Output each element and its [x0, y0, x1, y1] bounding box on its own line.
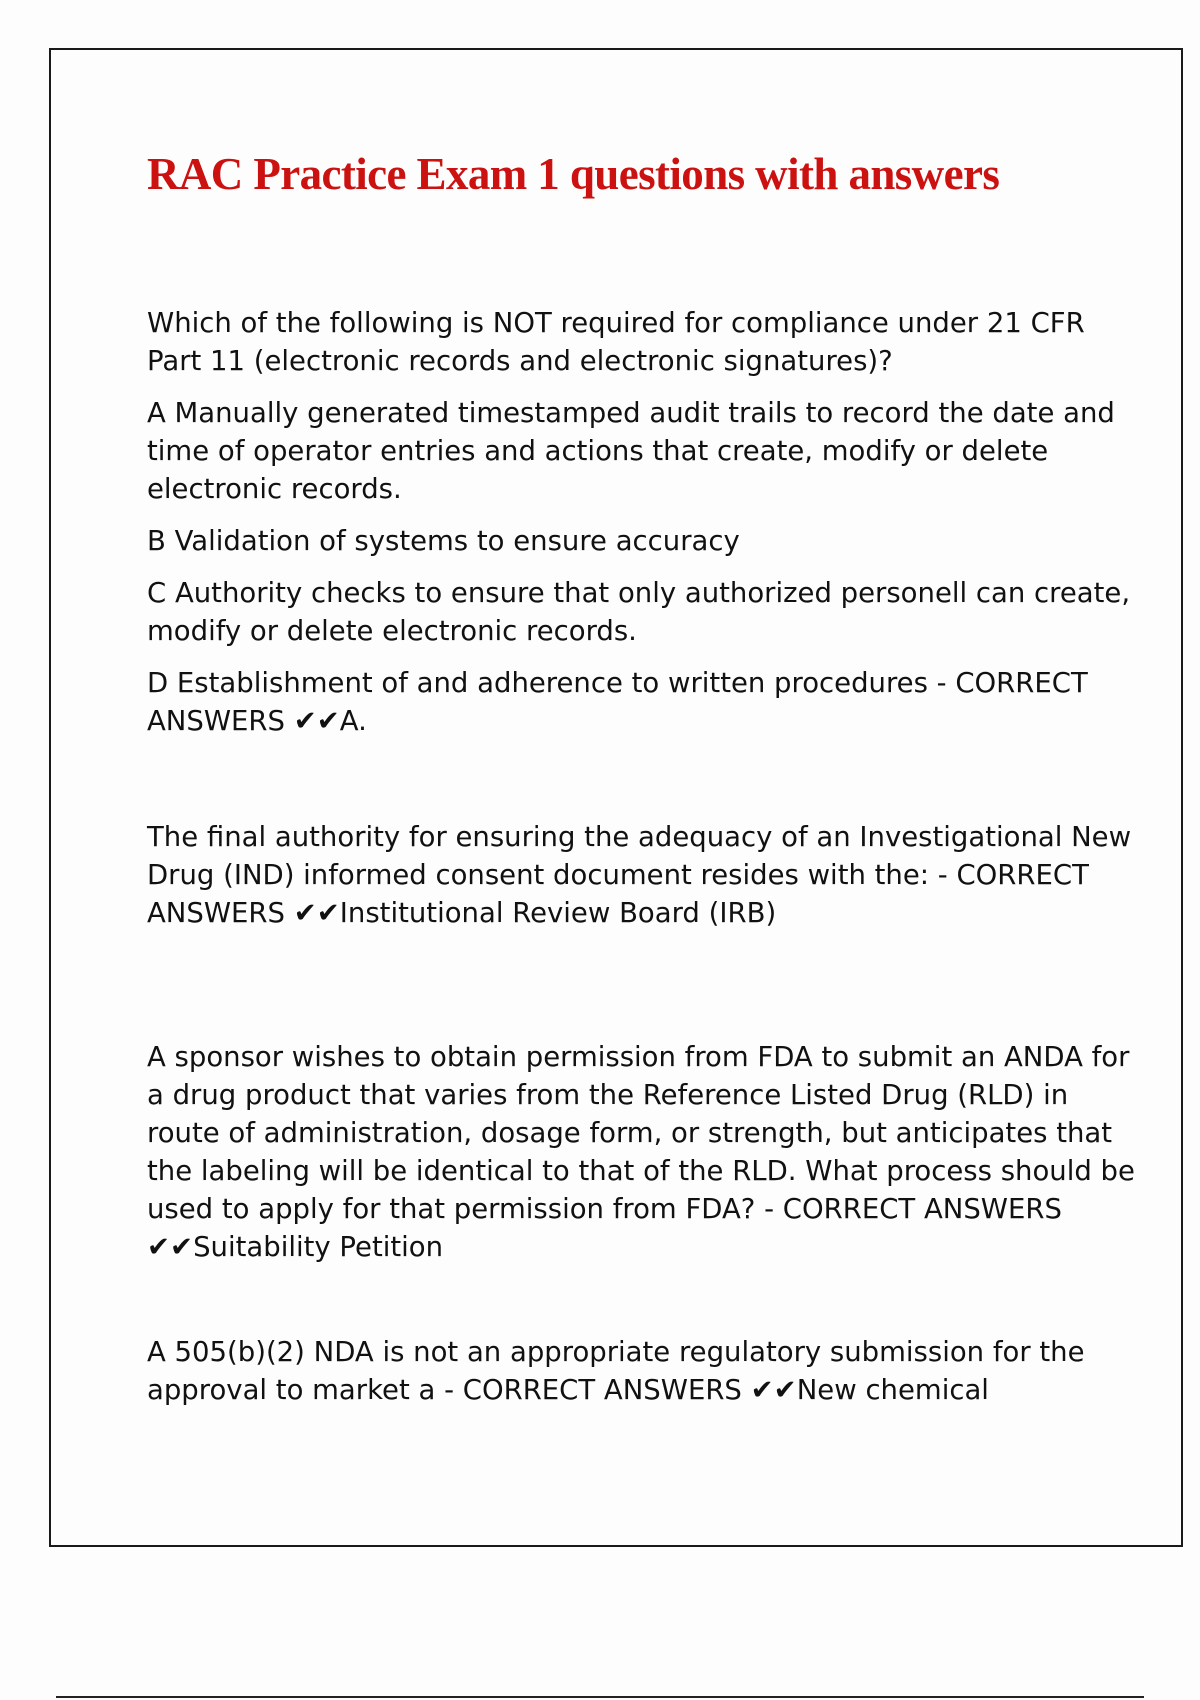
question-text: Which of the following is NOT required for compliance under 21 CFR Part 11 (electronic records and electronic signatures)? [147, 307, 1085, 377]
question-block-4 [147, 1333, 1147, 1409]
question-block-2 [147, 818, 1147, 932]
question-with-answer: The final authority for ensuring the adequacy of an Investigational New Drug (IND) informed consent document resides with the: - CORRECT ANSWERS ✔✔Institutional Review Board (IRB) [147, 821, 1132, 929]
page-frame [49, 48, 1183, 1547]
question-with-answer: A sponsor wishes to obtain permission from FDA to submit an ANDA for a drug product that varies from the Reference Listed Drug (RLD) in route of administration, dosage form, or strength, but anticipates that the labeling will be identical to that of the RLD. What process should be used to apply for that permission from FDA? - CORRECT ANSWERS ✔✔Suitability Petition [147, 1041, 1135, 1263]
document-title: RAC Practice Exam 1 questions with answers [147, 149, 1000, 199]
question-block-3 [147, 1038, 1147, 1266]
option-b: B Validation of systems to ensure accuracy [147, 525, 740, 557]
option-d-with-answer: D Establishment of and adherence to written procedures - CORRECT ANSWERS ✔✔A. [147, 667, 1088, 737]
option-c: C Authority checks to ensure that only authorized personell can create, modify or delete electronic records. [147, 577, 1131, 647]
option-a: A Manually generated timestamped audit trails to record the date and time of operator entries and actions that create, modify or delete electronic records. [147, 397, 1115, 505]
question-with-answer: A 505(b)(2) NDA is not an appropriate regulatory submission for the approval to market a - CORRECT ANSWERS ✔✔New chemical [147, 1336, 1085, 1406]
footer-divider [56, 1696, 1144, 1698]
question-block-1 [147, 304, 1147, 740]
